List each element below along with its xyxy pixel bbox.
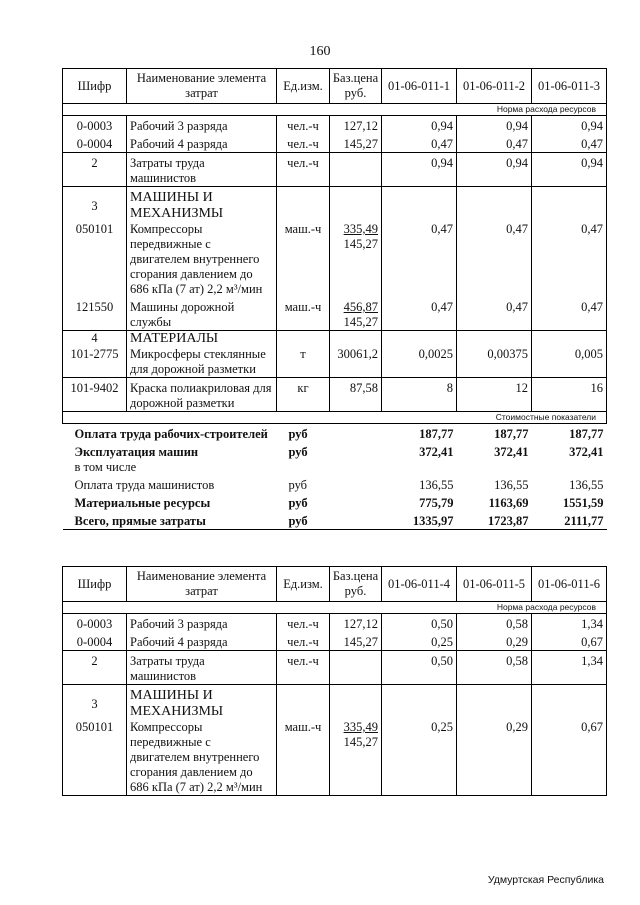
summary-value: 187,77 (419, 427, 454, 441)
row-value: 0,47 (532, 222, 607, 297)
table-row (63, 720, 607, 796)
row-code: 2 (63, 153, 127, 187)
row-code: 050101 (63, 720, 127, 796)
table-row (63, 134, 607, 153)
row-name: Компрессоры передвижные с двигателем внутреннего сгорания давлением до 686 кПа (7 ат) 2,2 м³/мин (127, 222, 277, 297)
summary-row (63, 442, 607, 460)
summary-unit: руб (288, 427, 308, 441)
header-col-3: 01-06-011-3 (532, 69, 607, 104)
row-name: Рабочий 4 разряда (127, 632, 277, 651)
row-code: 0-0004 (63, 134, 127, 153)
row-name: Рабочий 4 разряда (127, 134, 277, 153)
header-code: Шифр (63, 567, 127, 602)
table-row (63, 347, 607, 378)
row-name: Краска полиакриловая для дорожной разметки (127, 378, 277, 412)
row-code: 0-0003 (63, 116, 127, 135)
footer-region: Удмуртская Республика (487, 874, 604, 886)
row-value: 0,67 (532, 632, 607, 651)
header-col-5: 01-06-011-5 (457, 567, 532, 602)
summary-value: 136,55 (494, 478, 529, 492)
row-code: 101-9402 (63, 378, 127, 412)
row-unit: кг (277, 378, 330, 412)
row-value: 1,34 (532, 651, 607, 685)
row-price: 145,27 (330, 134, 382, 153)
row-value: 0,005 (532, 347, 607, 378)
summary-value: 136,55 (419, 478, 454, 492)
section-code: 3 (63, 187, 127, 223)
row-name: Микросферы стеклянные для дорожной разметки (127, 347, 277, 378)
row-price: 30061,2 (330, 347, 382, 378)
row-value: 0,50 (382, 614, 457, 633)
row-name: Компрессоры передвижные с двигателем внутреннего сгорания давлением до 686 кПа (7 ат) 2,2 м³/мин (127, 720, 277, 796)
row-name: Машины дорожной службы (127, 297, 277, 331)
section-row (63, 187, 607, 223)
row-value: 0,94 (457, 153, 532, 187)
band-cost: Стоимостные показатели (63, 412, 607, 424)
section-code: 4 (63, 331, 127, 348)
row-code: 121550 (63, 297, 127, 331)
summary-value: 2111,77 (532, 511, 607, 530)
row-price: 87,58 (330, 378, 382, 412)
row-value: 0,0025 (382, 347, 457, 378)
table-row (63, 116, 607, 135)
row-code: 0-0004 (63, 632, 127, 651)
row-code: 050101 (63, 222, 127, 297)
table-row (63, 222, 607, 297)
table-row (63, 297, 607, 331)
row-code: 0-0003 (63, 614, 127, 633)
row-price: 127,12 (330, 614, 382, 633)
row-value: 0,50 (382, 651, 457, 685)
header-col-2: 01-06-011-2 (457, 69, 532, 104)
summary-row (63, 460, 607, 475)
summary-value: 1335,97 (382, 511, 457, 530)
table-row (63, 378, 607, 412)
summary-value: 187,77 (569, 427, 604, 441)
band-norm: Норма расхода ресурсов (63, 602, 607, 614)
row-unit: чел.-ч (277, 153, 330, 187)
row-value: 0,47 (532, 297, 607, 331)
summary-row (63, 511, 607, 530)
row-name: Затраты труда машинистов (127, 651, 277, 685)
row-value: 0,94 (457, 116, 532, 135)
row-value: 0,47 (532, 134, 607, 153)
summary-unit: руб (288, 478, 308, 492)
table-row (63, 153, 607, 187)
row-value: 0,94 (532, 116, 607, 135)
summary-unit: руб (288, 445, 308, 459)
header-code: Шифр (63, 69, 127, 104)
section-row (63, 685, 607, 721)
summary-label: Всего, прямые затраты (63, 511, 277, 530)
summary-row (63, 424, 607, 443)
row-price: 127,12 (330, 116, 382, 135)
row-price: 456,87 145,27 (330, 297, 382, 331)
header-unit: Ед.изм. (277, 69, 330, 104)
header-price: Баз.цена руб. (330, 69, 382, 104)
row-value: 8 (382, 378, 457, 412)
row-value: 0,47 (457, 134, 532, 153)
header-col-1: 01-06-011-1 (382, 69, 457, 104)
row-value: 0,47 (457, 297, 532, 331)
table-row (63, 614, 607, 633)
row-unit: чел.-ч (277, 632, 330, 651)
row-value: 0,67 (532, 720, 607, 796)
header-name: Наименование элемента затрат (127, 567, 277, 602)
summary-value: 1723,87 (457, 511, 532, 530)
summary-unit: руб (277, 511, 330, 530)
table-row (63, 632, 607, 651)
summary-label: Эксплуатация машин (74, 445, 199, 459)
row-value: 16 (532, 378, 607, 412)
summary-value: 372,41 (569, 445, 604, 459)
summary-row (63, 493, 607, 511)
row-unit: чел.-ч (277, 651, 330, 685)
header-unit: Ед.изм. (277, 567, 330, 602)
row-value: 12 (457, 378, 532, 412)
row-code: 2 (63, 651, 127, 685)
row-value: 1,34 (532, 614, 607, 633)
row-value: 0,94 (532, 153, 607, 187)
row-name: Рабочий 3 разряда (127, 614, 277, 633)
summary-value: 372,41 (419, 445, 454, 459)
summary-value: 187,77 (494, 427, 529, 441)
row-unit: т (277, 347, 330, 378)
header-col-6: 01-06-011-6 (532, 567, 607, 602)
summary-value: 1551,59 (562, 496, 604, 510)
row-value: 0,58 (457, 651, 532, 685)
row-price: 335,49 145,27 (330, 720, 382, 796)
section-title: МАТЕРИАЛЫ (127, 331, 277, 348)
row-code: 101-2775 (63, 347, 127, 378)
row-name: Рабочий 3 разряда (127, 116, 277, 135)
table-row (63, 651, 607, 685)
row-value: 0,94 (382, 153, 457, 187)
section-code: 3 (63, 685, 127, 721)
summary-value: 136,55 (569, 478, 604, 492)
header-col-4: 01-06-011-4 (382, 567, 457, 602)
row-value: 0,94 (382, 116, 457, 135)
row-price: 335,49 145,27 (330, 222, 382, 297)
page-number: 160 (309, 44, 331, 59)
row-value: 0,00375 (457, 347, 532, 378)
summary-label: в том числе (74, 460, 137, 474)
row-value: 0,29 (457, 632, 532, 651)
summary-label: Материальные ресурсы (74, 496, 211, 510)
summary-label: Оплата труда машинистов (74, 478, 215, 492)
row-value: 0,58 (457, 614, 532, 633)
row-value: 0,47 (382, 134, 457, 153)
summary-unit: руб (288, 496, 308, 510)
row-value: 0,47 (382, 222, 457, 297)
row-value: 0,29 (457, 720, 532, 796)
section-title: МАШИНЫ И МЕХАНИЗМЫ (127, 187, 277, 223)
resource-norm-table-2 (62, 566, 607, 796)
row-unit: чел.-ч (277, 134, 330, 153)
row-value: 0,47 (382, 297, 457, 331)
row-unit: маш.-ч (277, 720, 330, 796)
row-unit: чел.-ч (277, 614, 330, 633)
row-value: 0,47 (457, 222, 532, 297)
summary-row (63, 475, 607, 493)
summary-value: 372,41 (494, 445, 529, 459)
row-unit: маш.-ч (277, 297, 330, 331)
summary-value: 775,79 (419, 496, 454, 510)
row-unit: чел.-ч (277, 116, 330, 135)
summary-value: 1163,69 (488, 496, 529, 510)
resource-norm-table-1 (62, 68, 607, 530)
row-unit: маш.-ч (277, 222, 330, 297)
row-name: Затраты труда машинистов (127, 153, 277, 187)
header-price: Баз.цена руб. (330, 567, 382, 602)
section-row (63, 331, 607, 348)
band-norm: Норма расхода ресурсов (63, 104, 607, 116)
row-price: 145,27 (330, 632, 382, 651)
row-value: 0,25 (382, 720, 457, 796)
section-title: МАШИНЫ И МЕХАНИЗМЫ (127, 685, 277, 721)
header-name: Наименование элемента затрат (127, 69, 277, 104)
summary-label: Оплата труда рабочих-строителей (74, 427, 268, 441)
row-value: 0,25 (382, 632, 457, 651)
